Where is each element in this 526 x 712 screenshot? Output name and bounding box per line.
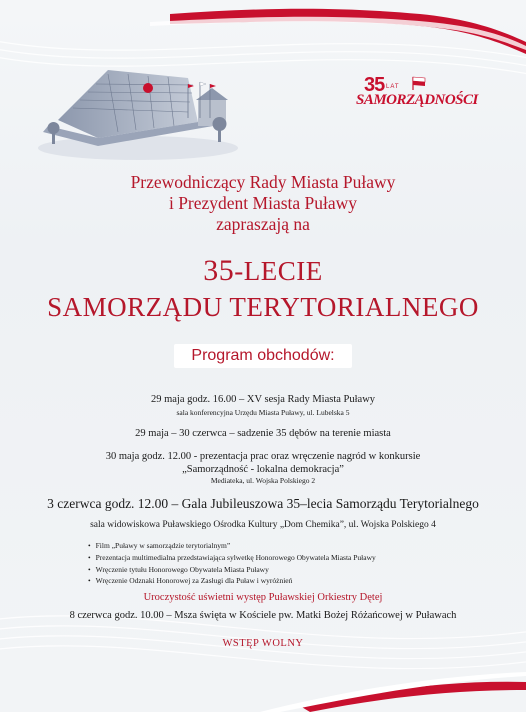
- event-4-location: sala widowiskowa Puławskiego Ośrodka Kultury „Dom Chemika”, ul. Wojska Polskiego 4: [90, 520, 436, 530]
- header-line-1: Przewodniczący Rady Miasta Puławy: [130, 172, 396, 192]
- city-hall-building-illustration: [38, 60, 238, 160]
- orchestra-note: Uroczystość uświetni występ Puławskiej Orkiestry Dętej: [143, 592, 383, 603]
- event-4: 3 czerwca godz. 12.00 – Gala Jubileuszowa 35–lecia Samorządu Terytorialnego: [47, 496, 479, 511]
- event-1-location: sala konferencyjna Urzędu Miasta Puławy, ul. Lubelska 5: [176, 408, 350, 417]
- header-line-2: i Prezydent Miasta Puławy: [168, 193, 358, 213]
- event-3-line-1: 30 maja godz. 12.00 - prezentacja prac oraz wręczenie nagród w konkursie: [105, 451, 421, 462]
- logo-word: SAMORZĄDNOŚCI: [356, 92, 478, 108]
- event-3-location: Mediateka, ul. Wojska Polskiego 2: [210, 476, 316, 485]
- program-heading: Program obchodów:: [191, 347, 335, 364]
- list-item: • Wręczenie Odznaki Honorowej za Zasługi dla Puław i wyróżnień: [88, 575, 376, 587]
- list-item: • Prezentacja multimedialna przedstawiająca sylwetkę Honorowego Obywatela Miasta Puławy: [88, 552, 376, 564]
- free-entry-note: WSTĘP WOLNY: [222, 638, 304, 649]
- gala-program-list: [88, 540, 376, 587]
- invitation-header: [0, 172, 526, 235]
- event-3: [0, 450, 526, 476]
- logo-number: 35: [364, 74, 385, 96]
- header-line-3: zapraszają na: [216, 214, 310, 234]
- title-number: 35: [203, 254, 235, 287]
- anniversary-logo: [356, 74, 476, 124]
- title-line-1: [0, 254, 526, 288]
- event-2: 29 maja – 30 czerwca – sadzenie 35 dębów na terenie miasta: [135, 428, 391, 439]
- list-item: • Wręczenie tytułu Honorowego Obywatela Miasta Puławy: [88, 564, 376, 576]
- title-line-2: SAMORZĄDU TERYTORIALNEGO: [47, 292, 479, 322]
- event-3-line-2: „Samorządność - lokalna demokracja”: [182, 464, 344, 475]
- event-1: 29 maja godz. 16.00 – XV sesja Rady Miasta Puławy: [150, 394, 376, 405]
- list-item: • Film „Puławy w samorządzie terytorialnym”: [88, 540, 376, 552]
- event-5: 8 czerwca godz. 10.00 – Msza święta w Kościele pw. Matki Bożej Różańcowej w Puławach: [69, 610, 457, 621]
- polish-flag-icon: [412, 76, 426, 90]
- logo-small-text: LAT: [386, 84, 400, 90]
- title-suffix: -LECIE: [234, 256, 323, 286]
